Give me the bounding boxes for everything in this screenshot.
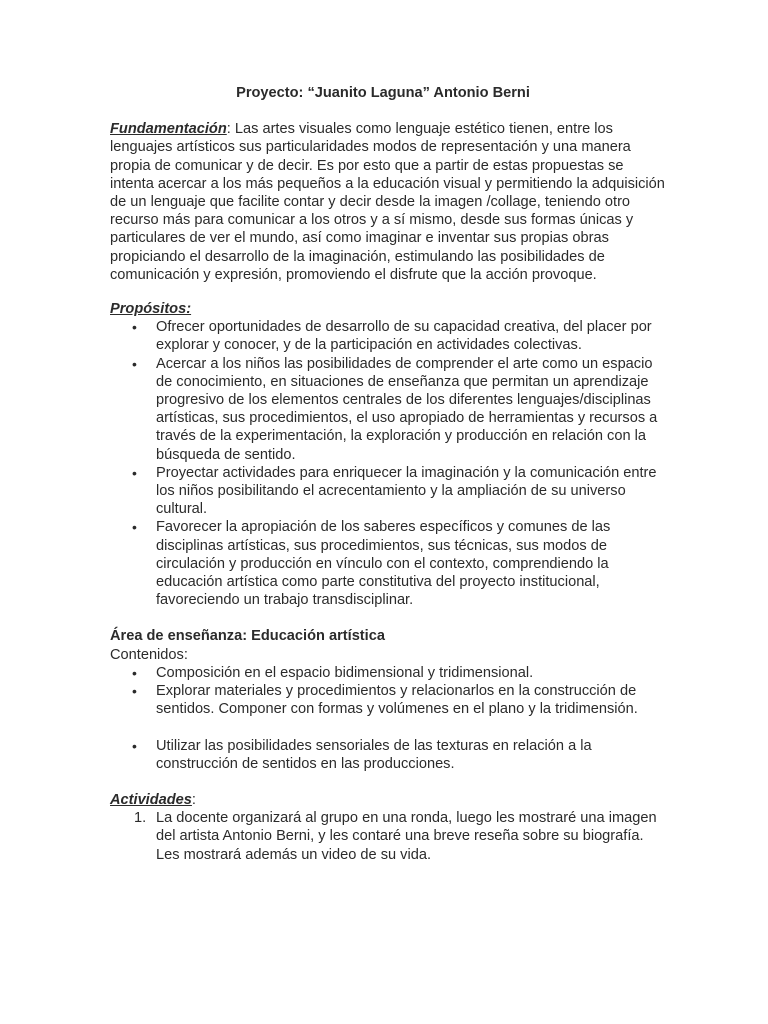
list-item: • Explorar materiales y procedimientos y relacionarlos en la construcción de sentidos. Componer con formas y volúmenes en el plano y la tridimensión. <box>110 682 668 718</box>
contenidos-label: Contenidos: <box>110 646 188 663</box>
contenidos-list <box>110 664 668 719</box>
actividades-heading: Actividades <box>110 791 192 808</box>
actividades-list <box>110 809 668 864</box>
list-item <box>110 809 668 864</box>
actividades-heading-line <box>110 791 668 809</box>
list-item: • Proyectar actividades para enriquecer la imaginación y la comunicación entre los niños posibilitando el acrecentamiento y la ampliación de su universo cultural. <box>110 464 668 519</box>
list-item: • Acercar a los niños las posibilidades de comprender el arte como un espacio de conocimiento, en situaciones de enseñanza que permitan un aprendizaje progresivo de los elementos centrales de los diferentes lenguajes/disciplinas artísticas, sus procedimientos, el uso apropiado de herramientas y recursos a través de la experimentación, la exploración y producción en relación con la búsqueda de sentido. <box>110 355 668 464</box>
list-item: • Ofrecer oportunidades de desarrollo de su capacidad creativa, del placer por explorar y conocer, y de la participación en actividades colectivas. <box>110 318 668 354</box>
fundamentacion-paragraph <box>110 120 668 284</box>
fundamentacion-heading: Fundamentación <box>110 121 227 138</box>
list-item: • Favorecer la apropiación de los saberes específicos y comunes de las disciplinas artísticas, sus procedimientos, sus técnicas, sus modos de circulación y producción en vínculo con el contexto, comprendiendo la educación artística como parte constitutiva del proyecto institucional, favoreciendo un trabajo transdisciplinar. <box>110 518 668 609</box>
propositos-list <box>110 318 668 609</box>
area-section <box>110 627 668 772</box>
propositos-heading: Propósitos: <box>110 301 192 318</box>
list-item: • Utilizar las posibilidades sensoriales de las texturas en relación a la construcción de sentidos en las producciones. <box>110 737 668 773</box>
document-title: Proyecto: “Juanito Laguna” Antonio Berni <box>236 85 530 101</box>
propositos-section <box>110 300 668 609</box>
list-item: • Composición en el espacio bidimensional y tridimensional. <box>110 664 668 682</box>
area-heading: Área de enseñanza: Educación artística <box>110 628 385 645</box>
list-item-text: La docente organizará al grupo en una ronda, luego les mostraré una imagen del artista Antonio Berni, y les contaré una breve reseña sobre su biografía. Les mostrará además un video de su vida. <box>156 810 657 863</box>
fundamentacion-text: : Las artes visuales como lenguaje estético tienen, entre los lenguajes artísticos sus particularidades modos de representación y una manera propia de comunicar y de decir. Es por esto que a partir de estas propuestas se intenta acercar a los más pequeños a la educación visual y permitiendo la adquisición de un lenguaje que facilite contar y decir desde la imagen /collage, teniendo otro recurso más para comunicar a los otros y a sí mismo, desde sus formas únicas y particulares de ver el mundo, así como imaginar e inventar sus propias obras propiciando el desarrollo de la imaginación, estimulando las posibilidades de comunicación y expresión, promoviendo el disfrute que la acción provoque. <box>110 121 665 283</box>
contenidos-list-continued <box>110 737 668 773</box>
actividades-section <box>110 791 668 864</box>
actividades-colon: : <box>191 791 196 808</box>
list-number: 1. <box>134 810 147 827</box>
list-gap <box>110 719 668 737</box>
